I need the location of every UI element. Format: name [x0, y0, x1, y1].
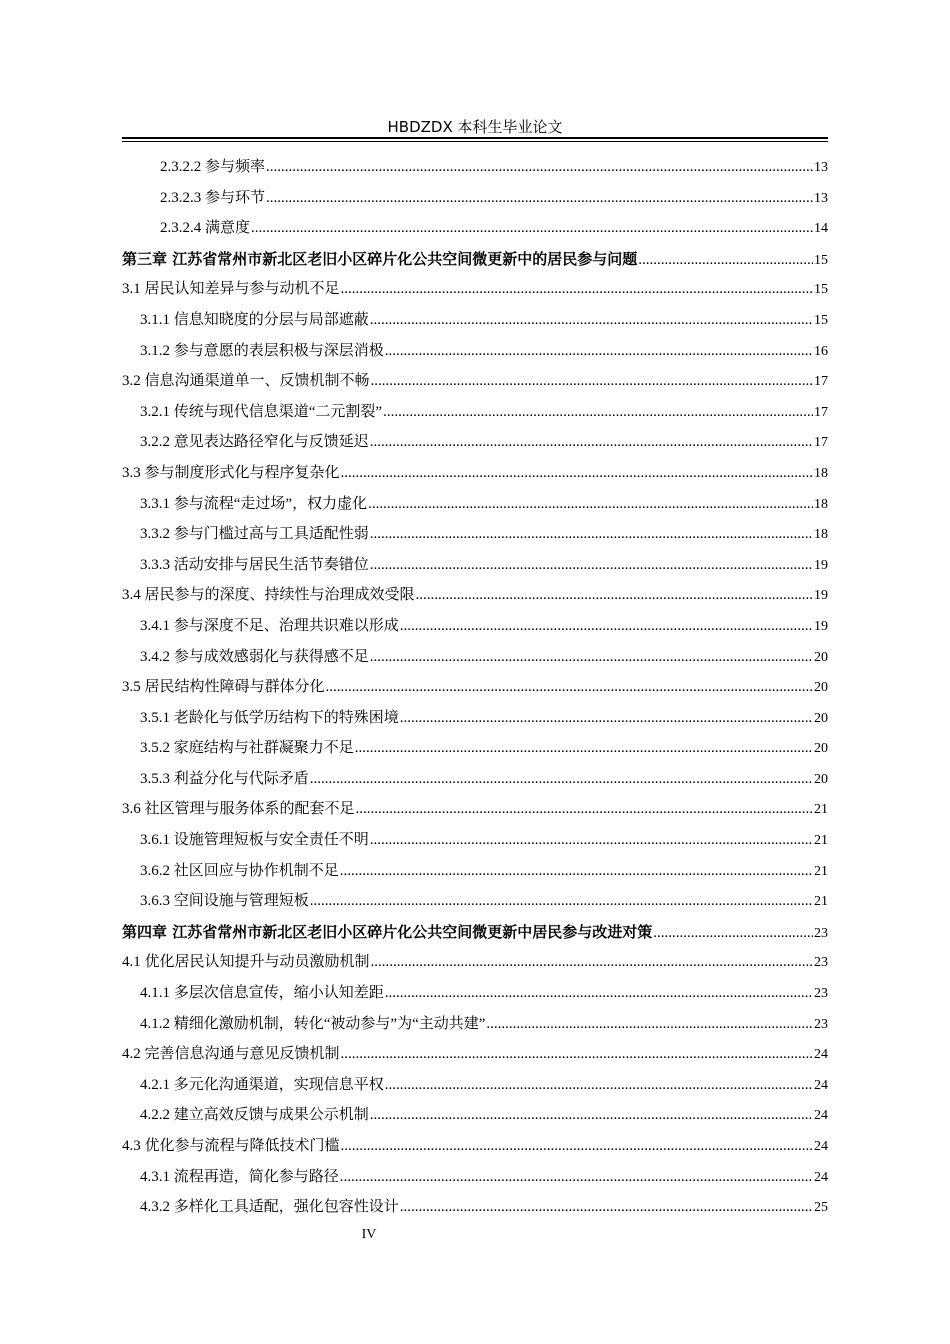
toc-entry-page: 14 [814, 221, 828, 237]
toc-entry[interactable] [122, 825, 828, 856]
toc-entry-page: 16 [814, 343, 828, 359]
toc-entry-title: 2.3.2.4 满意度 [160, 220, 251, 237]
toc-entry-page: 24 [814, 1139, 828, 1154]
toc-entry-page: 18 [814, 496, 828, 512]
toc-entry-title: 3.2.2 意见表达路径窄化与反馈延迟 [140, 434, 369, 451]
toc-entry[interactable] [122, 489, 828, 520]
toc-entry-page: 15 [814, 312, 828, 328]
toc-entry[interactable] [122, 642, 828, 673]
toc-entry-title: 2.3.2.3 参与环节 [160, 189, 266, 206]
toc-entry-title: 4.3.1 流程再造，简化参与路径 [140, 1168, 339, 1185]
toc-entry-page: 17 [814, 374, 828, 390]
toc-entry-page: 23 [814, 955, 828, 971]
toc-entry-title: 4.2.2 建立高效反馈与成果公示机制 [140, 1107, 369, 1124]
toc-entry-title: 第三章 江苏省常州市新北区老旧小区碎片化公共空间微更新中的居民参与问题 [122, 249, 638, 268]
toc-chapter-entry[interactable] [122, 244, 828, 275]
page-number: IV [361, 1227, 377, 1242]
header-rule-thin [122, 141, 828, 142]
toc-entry-title: 3.1 居民认知差异与参与动机不足 [122, 281, 340, 298]
toc-entry-page: 21 [814, 863, 828, 879]
toc-entry-page: 21 [814, 802, 828, 818]
toc-entry[interactable] [122, 703, 828, 734]
toc-entry-page: 15 [814, 282, 828, 298]
toc-entry-page: 18 [814, 527, 828, 543]
toc-entry[interactable] [122, 1131, 828, 1162]
toc-entry-title: 3.4 居民参与的深度、持续性与治理成效受限 [122, 587, 415, 604]
toc-dot-leader [486, 1009, 813, 1040]
toc-entry-title: 3.5 居民结构性障碍与群体分化 [122, 679, 325, 696]
toc-entry-page: 23 [814, 1016, 828, 1032]
toc-entry-title: 3.1.1 信息知晓度的分层与局部遮蔽 [140, 311, 369, 328]
toc-entry-title: 3.4.2 参与成效感弱化与获得感不足 [140, 648, 369, 665]
toc-entry-title: 3.6.1 设施管理短板与安全责任不明 [140, 832, 369, 849]
toc-dot-leader [341, 458, 813, 489]
toc-entry[interactable] [122, 305, 828, 336]
toc-entry-page: 18 [814, 465, 828, 481]
toc-entry-title: 3.6.3 空间设施与管理短板 [140, 893, 309, 910]
toc-dot-leader [370, 1100, 813, 1131]
toc-entry-title: 3.5.2 家庭结构与社群凝聚力不足 [140, 740, 354, 757]
toc-entry[interactable] [122, 152, 828, 183]
toc-entry[interactable] [122, 947, 828, 978]
toc-entry[interactable] [122, 611, 828, 642]
toc-entry-title: 3.6.2 社区回应与协作机制不足 [140, 862, 339, 879]
toc-entry-page: 20 [814, 771, 828, 787]
toc-dot-leader [416, 580, 813, 611]
toc-entry-title: 4.3.2 多样化工具适配，强化包容性设计 [140, 1199, 399, 1216]
toc-entry-title: 4.2.1 多元化沟通渠道，实现信息平权 [140, 1076, 384, 1093]
toc-entry-page: 15 [814, 252, 828, 268]
toc-entry-page: 21 [814, 894, 828, 910]
header-rule-thick [122, 137, 828, 139]
toc-entry-title: 3.3 参与制度形式化与程序复杂化 [122, 464, 340, 481]
toc-entry-page: 19 [814, 557, 828, 573]
toc-dot-leader [340, 1162, 813, 1193]
toc-dot-leader [400, 611, 813, 642]
toc-entry-title: 3.3.1 参与流程“走过场”，权力虚化 [140, 495, 368, 512]
toc-dot-leader [370, 550, 813, 581]
toc-entry-title: 3.6 社区管理与服务体系的配套不足 [122, 801, 355, 818]
toc-entry[interactable] [122, 519, 828, 550]
toc-entry[interactable] [122, 580, 828, 611]
toc-entry-page: 20 [814, 741, 828, 757]
toc-dot-leader [653, 918, 813, 949]
toc-entry[interactable] [122, 886, 828, 917]
toc-entry[interactable] [122, 458, 828, 489]
toc-dot-leader [340, 856, 813, 887]
toc-dot-leader [385, 336, 813, 367]
toc-dot-leader [400, 703, 813, 734]
toc-dot-leader [383, 397, 813, 428]
toc-dot-leader [638, 245, 813, 276]
toc-entry[interactable] [122, 1192, 828, 1223]
toc-entry[interactable] [122, 856, 828, 887]
table-of-contents [122, 152, 828, 1223]
toc-dot-leader [341, 274, 813, 305]
toc-dot-leader [368, 489, 813, 520]
toc-entry-title: 第四章 江苏省常州市新北区老旧小区碎片化公共空间微更新中居民参与改进对策 [122, 922, 653, 941]
toc-dot-leader [370, 825, 813, 856]
toc-entry-title: 3.3.2 参与门槛过高与工具适配性弱 [140, 526, 369, 543]
toc-entry-page: 24 [814, 1077, 828, 1093]
toc-entry-page: 23 [814, 986, 828, 1002]
toc-entry-page: 17 [814, 435, 828, 451]
toc-entry-page: 20 [814, 710, 828, 726]
toc-dot-leader [370, 427, 813, 458]
toc-dot-leader [370, 519, 813, 550]
toc-entry[interactable] [122, 1039, 828, 1070]
toc-entry-page: 13 [814, 190, 828, 206]
toc-dot-leader [310, 764, 813, 795]
toc-dot-leader [266, 183, 813, 214]
toc-entry[interactable] [122, 1100, 828, 1131]
toc-entry[interactable] [122, 366, 828, 397]
toc-dot-leader [266, 152, 813, 183]
toc-entry[interactable] [122, 427, 828, 458]
toc-entry-title: 4.1.1 多层次信息宣传，缩小认知差距 [140, 985, 384, 1002]
toc-entry-title: 3.5.1 老龄化与低学历结构下的特殊困境 [140, 709, 399, 726]
toc-dot-leader [371, 366, 813, 397]
toc-dot-leader [251, 213, 813, 244]
toc-dot-leader [371, 947, 813, 978]
toc-entry-title: 3.2 信息沟通渠道单一、反馈机制不畅 [122, 373, 370, 390]
toc-entry-page: 19 [814, 588, 828, 604]
toc-entry-page: 24 [814, 1108, 828, 1124]
toc-entry-title: 3.1.2 参与意愿的表层积极与深层消极 [140, 342, 384, 359]
toc-entry[interactable] [122, 550, 828, 581]
toc-entry[interactable] [122, 978, 828, 1009]
toc-entry-page: 20 [814, 680, 828, 696]
toc-dot-leader [385, 1070, 813, 1101]
toc-dot-leader [385, 978, 813, 1009]
toc-entry[interactable] [122, 213, 828, 244]
toc-entry[interactable] [122, 794, 828, 825]
toc-entry[interactable] [122, 1162, 828, 1193]
toc-dot-leader [356, 794, 813, 825]
toc-entry-page: 23 [814, 925, 828, 941]
toc-entry-page: 17 [814, 404, 828, 420]
toc-entry-title: 4.1.2 精细化激励机制，转化“被动参与”为“主动共建” [140, 1015, 486, 1032]
toc-entry-page: 24 [814, 1169, 828, 1185]
toc-entry-page: 21 [814, 833, 828, 849]
toc-entry[interactable] [122, 183, 828, 214]
toc-entry-title: 3.2.1 传统与现代信息渠道“二元割裂” [140, 403, 383, 420]
toc-dot-leader [310, 886, 813, 917]
toc-entry-page: 25 [814, 1200, 828, 1216]
toc-entry-title: 2.3.2.2 参与频率 [160, 159, 266, 175]
toc-entry-title: 4.2 完善信息沟通与意见反馈机制 [122, 1046, 340, 1063]
toc-entry[interactable] [122, 397, 828, 428]
toc-entry-title: 3.4.1 参与深度不足、治理共识难以形成 [140, 617, 399, 634]
toc-entry[interactable] [122, 1009, 828, 1040]
toc-chapter-entry[interactable] [122, 917, 828, 948]
toc-dot-leader [341, 1131, 813, 1162]
toc-dot-leader [326, 672, 813, 703]
toc-entry[interactable] [122, 1070, 828, 1101]
toc-entry-title: 4.1 优化居民认知提升与动员激励机制 [122, 954, 370, 971]
toc-entry[interactable] [122, 733, 828, 764]
toc-entry-title: 4.3 优化参与流程与降低技术门槛 [122, 1138, 340, 1154]
toc-dot-leader [355, 733, 813, 764]
toc-dot-leader [400, 1192, 813, 1223]
toc-dot-leader [370, 642, 813, 673]
toc-dot-leader [341, 1039, 813, 1070]
toc-entry-page: 24 [814, 1047, 828, 1063]
toc-entry-title: 3.5.3 利益分化与代际矛盾 [140, 770, 309, 787]
toc-entry-page: 19 [814, 618, 828, 634]
toc-entry-title: 3.3.3 活动安排与居民生活节奏错位 [140, 556, 369, 573]
toc-entry[interactable] [122, 672, 828, 703]
toc-entry[interactable] [122, 274, 828, 305]
toc-entry[interactable] [122, 764, 828, 795]
toc-entry-page: 13 [814, 160, 828, 175]
toc-entry[interactable] [122, 336, 828, 367]
toc-entry-page: 20 [814, 649, 828, 665]
running-header: HBDZDX 本科生毕业论文 [387, 118, 563, 136]
toc-dot-leader [370, 305, 813, 336]
